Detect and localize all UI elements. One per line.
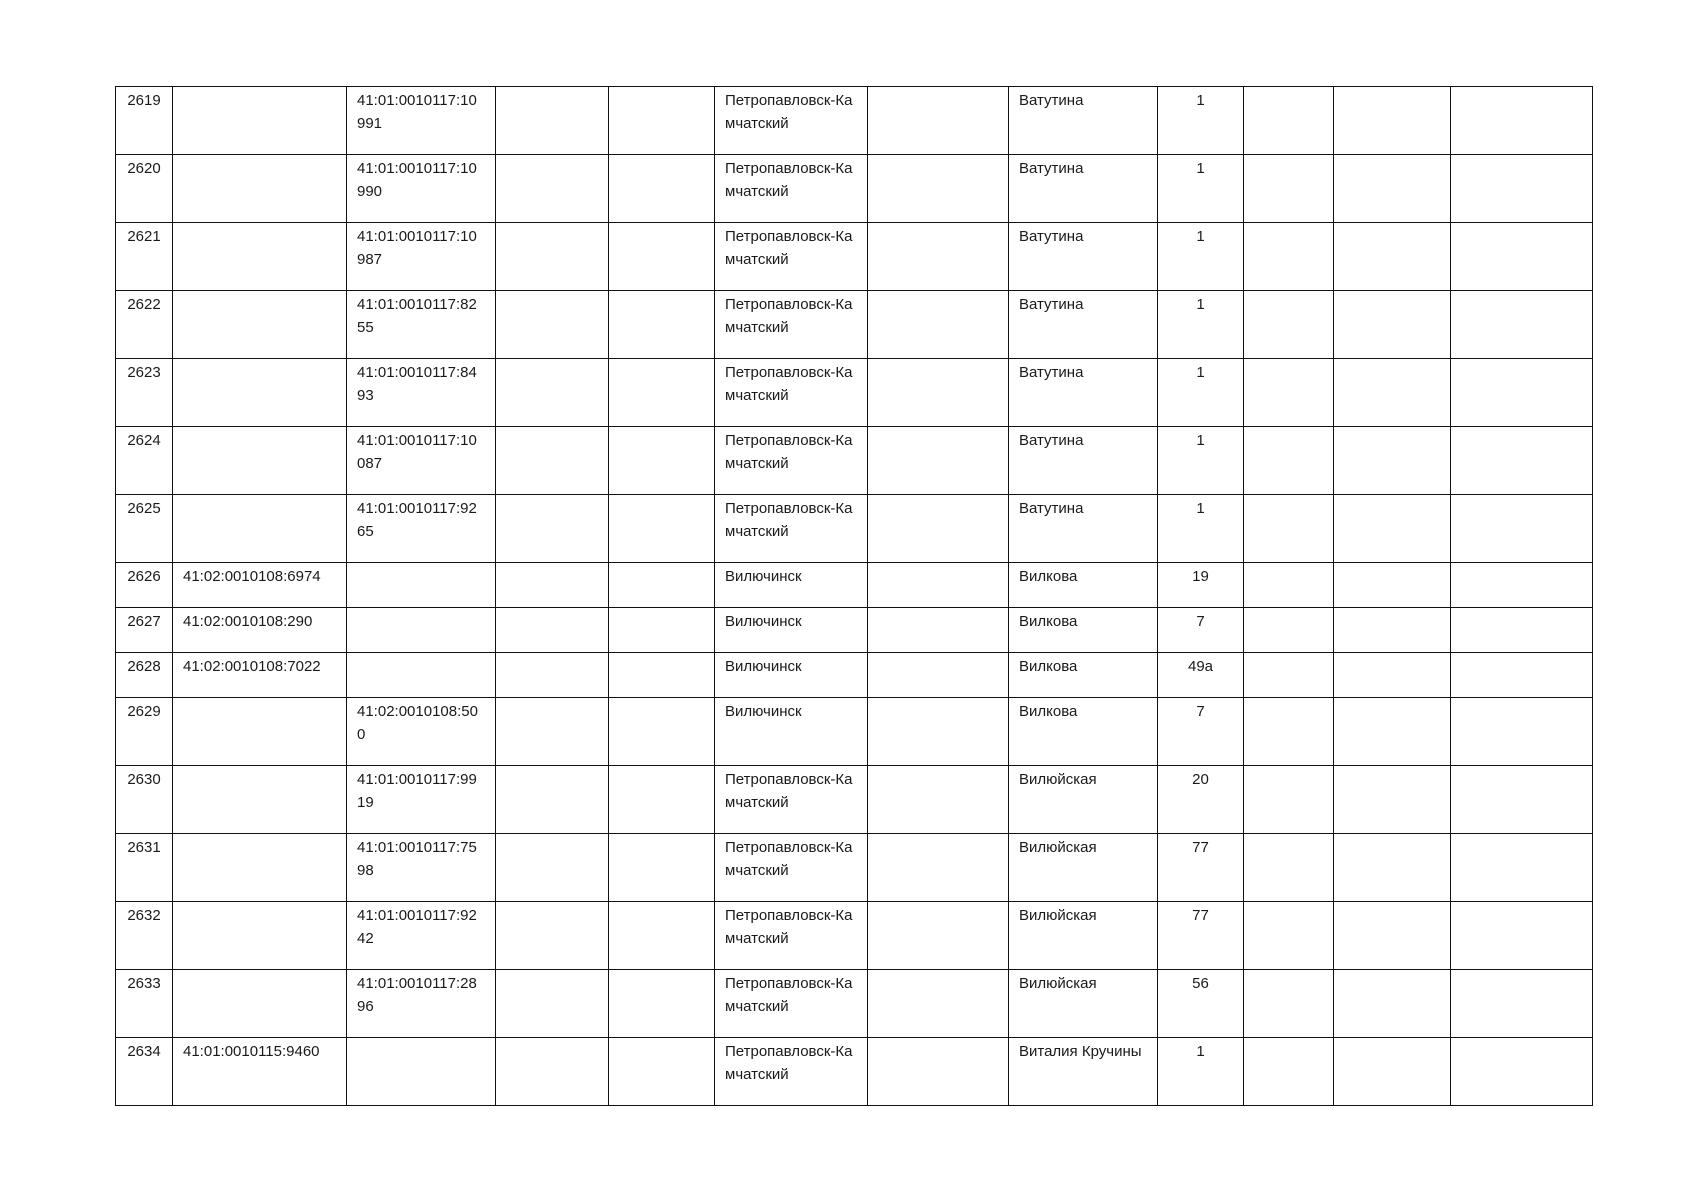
table-row [116,1038,1593,1106]
row-number-cell: 2623 [116,359,173,427]
empty-cell [1334,766,1451,834]
empty-cell [609,1038,715,1106]
empty-cell [1334,698,1451,766]
row-number-cell: 2626 [116,563,173,608]
empty-cell [1334,155,1451,223]
row-number-cell: 2634 [116,1038,173,1106]
empty-cell [868,902,1009,970]
street-cell: Ватутина [1009,495,1158,563]
street-cell: Вилкова [1009,608,1158,653]
empty-cell [496,698,609,766]
empty-cell [1244,970,1334,1038]
empty-cell [868,495,1009,563]
cadastral-number-cell [173,291,347,359]
empty-cell [1244,1038,1334,1106]
house-number-cell: 20 [1158,766,1244,834]
empty-cell [496,359,609,427]
empty-cell [1334,902,1451,970]
empty-cell [1451,223,1593,291]
empty-cell [1451,1038,1593,1106]
city-cell: Петропавловск-Камчатский [715,495,868,563]
row-number-cell: 2620 [116,155,173,223]
empty-cell [868,698,1009,766]
empty-cell [1244,766,1334,834]
house-number-cell: 49а [1158,653,1244,698]
table-body [116,87,1593,1106]
empty-cell [868,427,1009,495]
empty-cell [1244,155,1334,223]
empty-cell [1244,427,1334,495]
empty-cell [496,291,609,359]
street-cell: Виталия Кручины [1009,1038,1158,1106]
cadastral-number-cell-alt: 41:01:0010117:9265 [347,495,496,563]
table-row [116,223,1593,291]
row-number-cell: 2629 [116,698,173,766]
table-row [116,495,1593,563]
street-cell: Вилкова [1009,653,1158,698]
city-cell: Вилючинск [715,608,868,653]
empty-cell [868,87,1009,155]
empty-cell [1334,427,1451,495]
row-number-cell: 2624 [116,427,173,495]
empty-cell [868,653,1009,698]
empty-cell [609,427,715,495]
city-cell: Вилючинск [715,563,868,608]
row-number-cell: 2621 [116,223,173,291]
house-number-cell: 19 [1158,563,1244,608]
empty-cell [609,970,715,1038]
street-cell: Вилкова [1009,563,1158,608]
cadastral-number-cell [173,834,347,902]
cadastral-number-cell-alt: 41:01:0010117:9919 [347,766,496,834]
empty-cell [1334,653,1451,698]
empty-cell [1451,87,1593,155]
empty-cell [496,87,609,155]
row-number-cell: 2619 [116,87,173,155]
street-cell: Вилюйская [1009,902,1158,970]
empty-cell [1244,834,1334,902]
empty-cell [1244,698,1334,766]
house-number-cell: 1 [1158,223,1244,291]
cadastral-number-cell-alt: 41:01:0010117:10991 [347,87,496,155]
street-cell: Ватутина [1009,223,1158,291]
empty-cell [496,563,609,608]
empty-cell [1451,359,1593,427]
empty-cell [1334,970,1451,1038]
empty-cell [1451,291,1593,359]
cadastral-number-cell [173,495,347,563]
empty-cell [496,1038,609,1106]
empty-cell [868,1038,1009,1106]
empty-cell [496,155,609,223]
property-register-table [115,86,1593,1106]
empty-cell [1334,87,1451,155]
street-cell: Вилюйская [1009,766,1158,834]
empty-cell [609,698,715,766]
city-cell: Вилючинск [715,698,868,766]
cadastral-number-cell [173,970,347,1038]
street-cell: Вилкова [1009,698,1158,766]
empty-cell [496,970,609,1038]
street-cell: Ватутина [1009,359,1158,427]
empty-cell [868,359,1009,427]
table-row [116,563,1593,608]
cadastral-number-cell: 41:02:0010108:6974 [173,563,347,608]
empty-cell [1244,653,1334,698]
house-number-cell: 1 [1158,359,1244,427]
empty-cell [868,155,1009,223]
cadastral-number-cell-alt: 41:01:0010117:10087 [347,427,496,495]
house-number-cell: 1 [1158,427,1244,495]
empty-cell [1244,495,1334,563]
empty-cell [1451,608,1593,653]
empty-cell [1244,902,1334,970]
empty-cell [1244,359,1334,427]
empty-cell [609,902,715,970]
empty-cell [1451,902,1593,970]
cadastral-number-cell: 41:02:0010108:7022 [173,653,347,698]
house-number-cell: 1 [1158,155,1244,223]
empty-cell [496,653,609,698]
table-row [116,766,1593,834]
empty-cell [868,223,1009,291]
empty-cell [1244,291,1334,359]
empty-cell [1451,698,1593,766]
table-row [116,970,1593,1038]
house-number-cell: 1 [1158,495,1244,563]
cadastral-number-cell-alt: 41:01:0010117:10987 [347,223,496,291]
city-cell: Петропавловск-Камчатский [715,427,868,495]
empty-cell [496,834,609,902]
empty-cell [496,427,609,495]
city-cell: Петропавловск-Камчатский [715,359,868,427]
empty-cell [1451,970,1593,1038]
street-cell: Вилюйская [1009,834,1158,902]
empty-cell [496,902,609,970]
row-number-cell: 2632 [116,902,173,970]
cadastral-number-cell: 41:01:0010115:9460 [173,1038,347,1106]
empty-cell [1334,359,1451,427]
empty-cell [609,834,715,902]
empty-cell [1451,563,1593,608]
empty-cell [1451,653,1593,698]
empty-cell [1244,563,1334,608]
table-row [116,653,1593,698]
empty-cell [1451,495,1593,563]
cadastral-number-cell-alt: 41:01:0010117:8493 [347,359,496,427]
street-cell: Ватутина [1009,87,1158,155]
empty-cell [868,563,1009,608]
row-number-cell: 2631 [116,834,173,902]
table-row [116,427,1593,495]
cadastral-number-cell [173,698,347,766]
cadastral-number-cell-alt: 41:01:0010117:7598 [347,834,496,902]
cadastral-number-cell-alt [347,1038,496,1106]
empty-cell [1334,1038,1451,1106]
empty-cell [1451,766,1593,834]
city-cell: Петропавловск-Камчатский [715,291,868,359]
table-row [116,902,1593,970]
cadastral-number-cell-alt [347,653,496,698]
house-number-cell: 1 [1158,291,1244,359]
empty-cell [609,155,715,223]
cadastral-number-cell [173,427,347,495]
house-number-cell: 7 [1158,698,1244,766]
empty-cell [1451,834,1593,902]
empty-cell [1244,608,1334,653]
empty-cell [1244,87,1334,155]
city-cell: Петропавловск-Камчатский [715,223,868,291]
empty-cell [609,766,715,834]
empty-cell [496,223,609,291]
cadastral-number-cell-alt: 41:01:0010117:10990 [347,155,496,223]
house-number-cell: 56 [1158,970,1244,1038]
table-row [116,698,1593,766]
house-number-cell: 7 [1158,608,1244,653]
street-cell: Ватутина [1009,155,1158,223]
empty-cell [1244,223,1334,291]
table-row [116,608,1593,653]
empty-cell [609,359,715,427]
empty-cell [1451,427,1593,495]
empty-cell [496,766,609,834]
street-cell: Ватутина [1009,427,1158,495]
empty-cell [609,291,715,359]
row-number-cell: 2622 [116,291,173,359]
empty-cell [868,834,1009,902]
table-row [116,359,1593,427]
street-cell: Ватутина [1009,291,1158,359]
house-number-cell: 77 [1158,902,1244,970]
table-row [116,834,1593,902]
empty-cell [868,970,1009,1038]
cadastral-number-cell-alt: 41:01:0010117:2896 [347,970,496,1038]
empty-cell [1451,155,1593,223]
house-number-cell: 1 [1158,1038,1244,1106]
empty-cell [868,766,1009,834]
cadastral-number-cell-alt [347,563,496,608]
city-cell: Петропавловск-Камчатский [715,155,868,223]
empty-cell [609,563,715,608]
table-row [116,155,1593,223]
row-number-cell: 2625 [116,495,173,563]
cadastral-number-cell [173,223,347,291]
cadastral-number-cell-alt: 41:01:0010117:8255 [347,291,496,359]
city-cell: Петропавловск-Камчатский [715,87,868,155]
cadastral-number-cell [173,359,347,427]
row-number-cell: 2628 [116,653,173,698]
row-number-cell: 2627 [116,608,173,653]
city-cell: Петропавловск-Камчатский [715,766,868,834]
row-number-cell: 2633 [116,970,173,1038]
cadastral-number-cell [173,902,347,970]
city-cell: Петропавловск-Камчатский [715,834,868,902]
empty-cell [609,87,715,155]
empty-cell [1334,495,1451,563]
city-cell: Петропавловск-Камчатский [715,970,868,1038]
street-cell: Вилюйская [1009,970,1158,1038]
city-cell: Петропавловск-Камчатский [715,902,868,970]
row-number-cell: 2630 [116,766,173,834]
empty-cell [609,495,715,563]
empty-cell [609,223,715,291]
empty-cell [609,608,715,653]
cadastral-number-cell: 41:02:0010108:290 [173,608,347,653]
cadastral-number-cell-alt [347,608,496,653]
cadastral-number-cell [173,87,347,155]
empty-cell [496,608,609,653]
empty-cell [496,495,609,563]
empty-cell [609,653,715,698]
empty-cell [1334,291,1451,359]
city-cell: Вилючинск [715,653,868,698]
empty-cell [868,608,1009,653]
empty-cell [1334,608,1451,653]
house-number-cell: 1 [1158,87,1244,155]
cadastral-number-cell [173,155,347,223]
empty-cell [868,291,1009,359]
city-cell: Петропавловск-Камчатский [715,1038,868,1106]
empty-cell [1334,223,1451,291]
empty-cell [1334,834,1451,902]
house-number-cell: 77 [1158,834,1244,902]
table-row [116,291,1593,359]
table-row [116,87,1593,155]
cadastral-number-cell-alt: 41:02:0010108:500 [347,698,496,766]
cadastral-number-cell-alt: 41:01:0010117:9242 [347,902,496,970]
cadastral-number-cell [173,766,347,834]
empty-cell [1334,563,1451,608]
